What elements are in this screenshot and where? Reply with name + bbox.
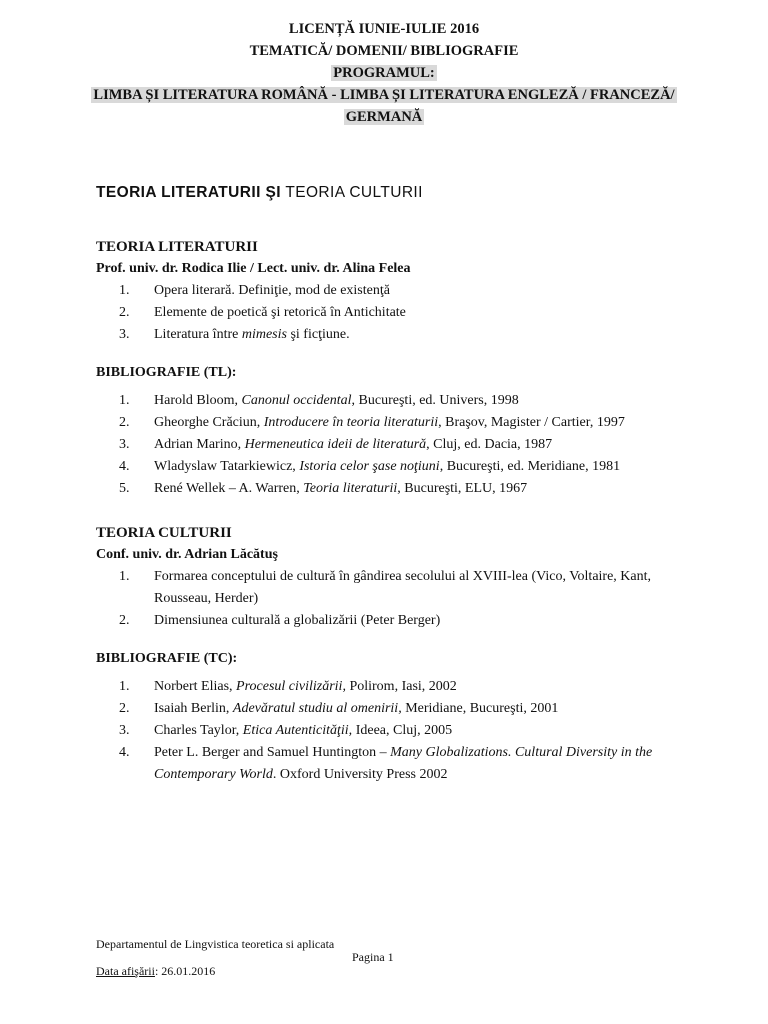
- tl-bibliography: [96, 362, 686, 500]
- tl-topics-list: [96, 280, 686, 346]
- header-line-1: LICENȚĂ IUNIE-IULIE 2016: [288, 21, 480, 37]
- list-item: [96, 324, 686, 346]
- bib-author: Peter L. Berger and Samuel Huntington –: [154, 745, 391, 760]
- bib-publisher: , Cluj, ed. Dacia, 1987: [426, 437, 553, 452]
- bib-title: Etica Autenticităţii,: [242, 723, 353, 738]
- header-line-4: [0, 84, 768, 106]
- tc-topics-list: [96, 566, 686, 632]
- bib-author: Gheorghe Crăciun,: [154, 415, 264, 430]
- bib-item: [96, 412, 686, 434]
- bib-publisher: , Bucureşti, ed. Univers, 1998: [351, 393, 519, 408]
- item-number: 4.: [119, 745, 130, 760]
- page-number: Pagina 1: [352, 950, 394, 964]
- bib-author: Charles Taylor,: [154, 723, 243, 738]
- bib-author: Wladyslaw Tatarkiewicz,: [154, 459, 300, 474]
- bib-publisher: , Bucureşti, ed. Meridiane, 1981: [439, 459, 621, 474]
- tc-section: [96, 522, 686, 632]
- item-number: 1.: [119, 679, 130, 694]
- tc-heading: TEORIA CULTURII: [96, 525, 232, 541]
- bib-publisher: . Oxford University Press 2002: [272, 767, 448, 782]
- bib-publisher: Meridiane, Bucureşti, 2001: [401, 701, 559, 716]
- bib-item: [96, 390, 686, 412]
- section-title-normal: TEORIA CULTURII: [280, 184, 423, 201]
- bib-publisher: , Braşov, Magister / Cartier, 1997: [438, 415, 625, 430]
- tl-section: [96, 236, 686, 346]
- bib-publisher: Ideea, Cluj, 2005: [352, 723, 453, 738]
- item-text-end: şi ficţiune.: [286, 327, 350, 342]
- bib-title: Canonul occidental: [241, 393, 352, 408]
- item-number: 3.: [119, 327, 130, 342]
- item-text: Formarea conceptului de cultură în gândirea secolului al XVIII-lea (Vico, Voltaire, Kant, Rousseau, Herder): [154, 569, 652, 606]
- item-text: Opera literară. Definiţie, mod de existenţă: [154, 283, 390, 298]
- bib-item: [96, 698, 686, 720]
- list-item: [96, 302, 686, 324]
- list-item: [96, 566, 686, 610]
- date-value: : 26.01.2016: [154, 964, 216, 978]
- header-line-2: TEMATICĂ/ DOMENII/ BIBLIOGRAFIE: [249, 43, 519, 59]
- item-number: 5.: [119, 481, 130, 496]
- item-number: 2.: [119, 613, 130, 628]
- tl-authors: Prof. univ. dr. Rodica Ilie / Lect. univ. dr. Alina Felea: [96, 261, 411, 276]
- item-text: Dimensiunea culturală a globalizării (Peter Berger): [154, 613, 441, 628]
- bib-item: [96, 478, 686, 500]
- bib-title: Procesul civilizării,: [236, 679, 346, 694]
- item-number: 1.: [119, 283, 130, 298]
- date-label: Data afişării: [96, 964, 155, 978]
- tc-bib-heading: BIBLIOGRAFIE (TC):: [96, 651, 238, 666]
- bib-item: [96, 676, 686, 698]
- item-number: 4.: [119, 459, 130, 474]
- program-name: LIMBA ȘI LITERATURA ROMÂNĂ - LIMBA ȘI LITERATURA ENGLEZĂ / FRANCEZĂ/: [93, 87, 675, 103]
- list-item: [96, 610, 686, 632]
- item-number: 1.: [119, 569, 130, 584]
- item-number: 1.: [119, 393, 130, 408]
- tc-bib-list: [96, 676, 686, 786]
- item-number: 2.: [119, 415, 130, 430]
- bib-title: Teoria literaturii: [303, 481, 398, 496]
- bib-author: René Wellek – A. Warren,: [154, 481, 304, 496]
- bib-author: Isaiah Berlin,: [154, 701, 233, 716]
- bib-item: [96, 434, 686, 456]
- header-line-3: [0, 62, 768, 84]
- section-title-bold: TEORIA LITERATURII ŞI: [96, 184, 281, 201]
- bib-item: [96, 456, 686, 478]
- section-title: [96, 184, 423, 202]
- bib-item: [96, 742, 686, 786]
- bib-title: Adevăratul studiu al omenirii,: [232, 701, 402, 716]
- item-number: 2.: [119, 701, 130, 716]
- header-line-5: [0, 106, 768, 128]
- tc-bibliography: [96, 648, 686, 786]
- item-number: 3.: [119, 723, 130, 738]
- list-item: [96, 280, 686, 302]
- footer-date: [96, 963, 215, 979]
- item-italic: mimesis: [241, 327, 287, 342]
- document-header: [0, 18, 768, 128]
- bib-author: Adrian Marino,: [154, 437, 245, 452]
- bib-author: Norbert Elias,: [154, 679, 237, 694]
- tl-bib-heading: BIBLIOGRAFIE (TL):: [96, 365, 237, 380]
- bib-title: Many Globalizations. Cultural Diversity in the Contemporary World: [154, 745, 653, 782]
- bib-title: Introducere în teoria literaturii: [263, 415, 439, 430]
- footer-department: Departamentul de Lingvistica teoretica si aplicata: [96, 937, 335, 951]
- item-number: 2.: [119, 305, 130, 320]
- tl-heading: TEORIA LITERATURII: [96, 239, 258, 255]
- item-number: 3.: [119, 437, 130, 452]
- tl-bib-list: [96, 390, 686, 500]
- program-label: PROGRAMUL:: [333, 65, 435, 81]
- item-text: Elemente de poetică şi retorică în Antichitate: [154, 305, 406, 320]
- bib-title: Istoria celor şase noţiuni: [299, 459, 440, 474]
- tc-authors: Conf. univ. dr. Adrian Lăcătuş: [96, 547, 278, 562]
- item-text: Literatura între: [154, 327, 242, 342]
- program-name-cont: GERMANĂ: [345, 109, 423, 125]
- bib-author: Harold Bloom,: [154, 393, 242, 408]
- bib-title: Hermeneutica ideii de literatură: [244, 437, 427, 452]
- bib-item: [96, 720, 686, 742]
- bib-publisher: Polirom, Iasi, 2002: [345, 679, 457, 694]
- bib-publisher: , Bucureşti, ELU, 1967: [397, 481, 528, 496]
